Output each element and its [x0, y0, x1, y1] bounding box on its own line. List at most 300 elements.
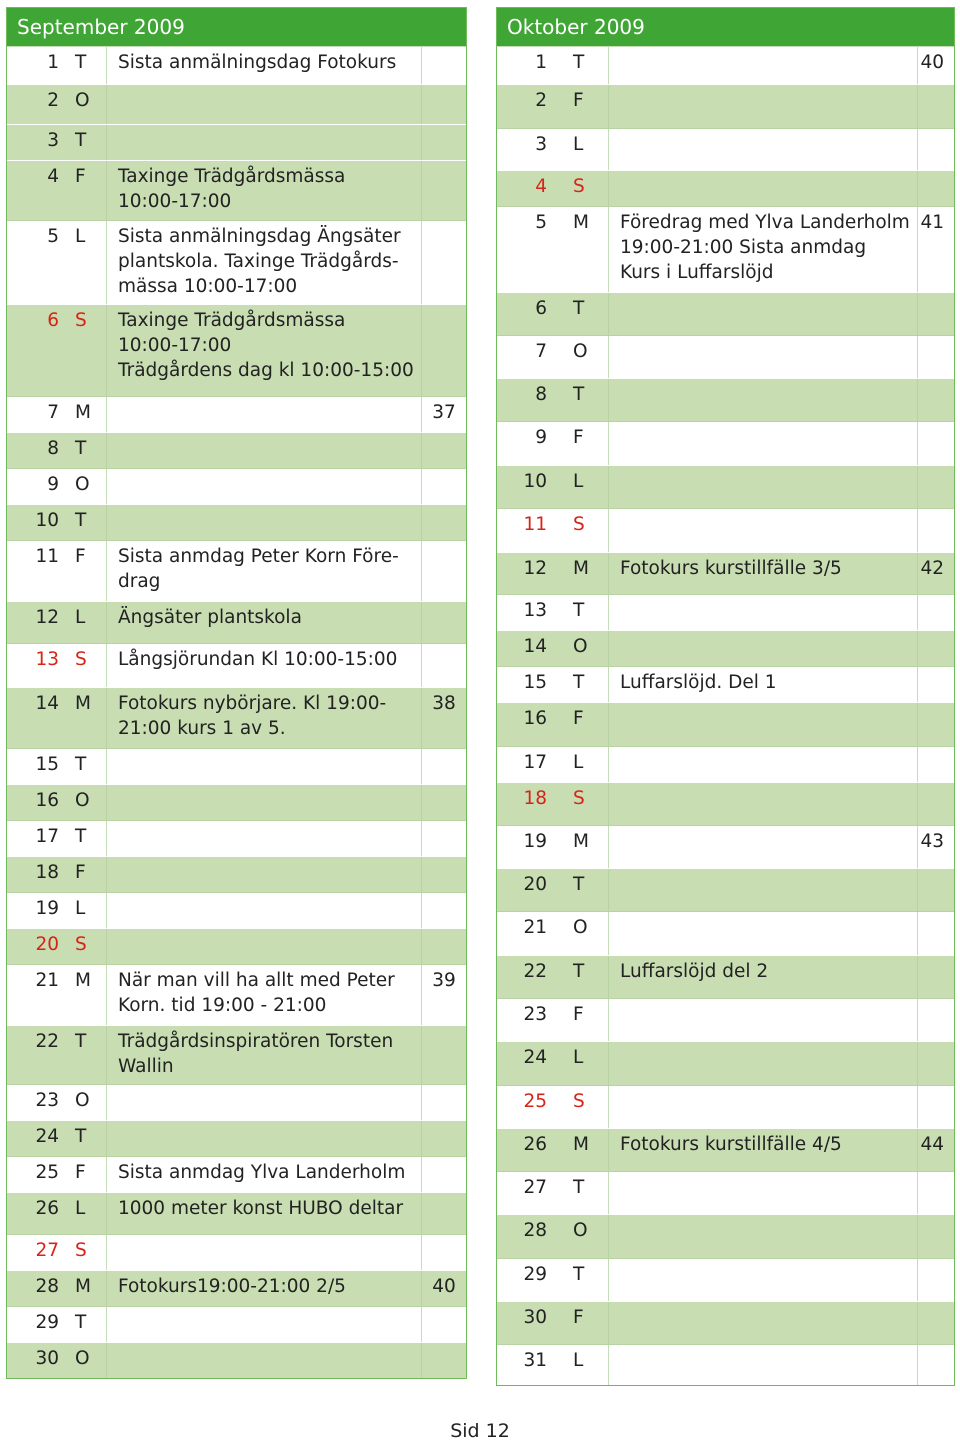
week-number — [918, 1302, 954, 1344]
event-text — [609, 509, 918, 552]
day-row — [497, 911, 954, 955]
weekday-letter: F — [65, 857, 107, 892]
weekday-letter: T — [65, 433, 107, 468]
weekday-letter: S — [553, 171, 609, 206]
week-number — [422, 85, 466, 124]
september-calendar — [6, 7, 467, 1379]
week-number — [918, 869, 954, 911]
day-number: 27 — [523, 1177, 547, 1198]
weekday-letter: T — [553, 956, 609, 998]
week-number: 44 — [920, 1134, 944, 1155]
weekday-letter: T — [553, 667, 609, 702]
day-row — [7, 820, 466, 856]
week-number — [422, 1026, 466, 1084]
day-number: 2 — [47, 90, 59, 111]
week-number — [422, 857, 466, 892]
weekday-letter: L — [65, 221, 107, 304]
event-text — [609, 1042, 918, 1085]
day-number: 5 — [47, 226, 59, 247]
event-text — [107, 821, 422, 856]
weekday-letter: S — [553, 1086, 609, 1128]
weekday-letter: T — [65, 1121, 107, 1156]
weekday-letter: S — [65, 305, 107, 396]
week-number — [918, 466, 954, 508]
weekday-letter: F — [65, 1157, 107, 1192]
week-number — [918, 912, 954, 955]
day-row — [497, 1344, 954, 1385]
day-row — [497, 170, 954, 206]
day-number: 17 — [523, 752, 547, 773]
event-text — [609, 999, 918, 1041]
event-text — [107, 1085, 422, 1120]
weekday-letter: F — [553, 1302, 609, 1344]
day-row — [7, 1192, 466, 1234]
weekday-letter: M — [65, 1271, 107, 1306]
day-number: 5 — [535, 212, 547, 233]
event-text — [609, 1259, 918, 1301]
weekday-letter: O — [553, 1215, 609, 1258]
day-row — [497, 825, 954, 868]
event-text — [107, 857, 422, 892]
event-text — [107, 749, 422, 784]
week-number — [422, 821, 466, 856]
weekday-letter: F — [65, 541, 107, 601]
event-text — [609, 595, 918, 630]
week-number — [918, 595, 954, 630]
day-row — [497, 206, 954, 292]
event-text: Taxinge Trädgårdsmässa 10:00-17:00 Trädgårdens dag kl 10:00-15:00 — [107, 305, 422, 396]
day-number: 3 — [47, 130, 59, 151]
weekday-letter: L — [553, 129, 609, 170]
day-number: 1 — [47, 52, 59, 73]
weekday-letter: O — [65, 469, 107, 504]
week-number: 40 — [432, 1276, 456, 1297]
weekday-letter: O — [65, 785, 107, 820]
weekday-letter: F — [65, 161, 107, 220]
day-row — [7, 856, 466, 892]
event-text — [609, 171, 918, 206]
week-number — [918, 667, 954, 702]
day-row — [7, 892, 466, 928]
weekday-letter: T — [65, 125, 107, 160]
week-number — [918, 1172, 954, 1214]
day-number: 14 — [35, 693, 59, 714]
event-text: Långsjörundan Kl 10:00-15:00 — [107, 644, 422, 687]
day-row — [497, 594, 954, 630]
day-list — [497, 46, 954, 1385]
weekday-letter: M — [553, 207, 609, 292]
day-number: 26 — [523, 1134, 547, 1155]
week-number — [918, 783, 954, 825]
weekday-letter: T — [553, 1172, 609, 1214]
weekday-letter: L — [65, 1193, 107, 1234]
event-text — [609, 422, 918, 465]
event-text: När man vill ha allt med Peter Korn. tid 19:00 - 21:00 — [107, 965, 422, 1025]
weekday-letter: S — [553, 509, 609, 552]
day-row — [497, 1258, 954, 1301]
day-row — [7, 304, 466, 396]
event-text — [609, 293, 918, 335]
weekday-letter: T — [553, 1259, 609, 1301]
week-number: 40 — [920, 52, 944, 73]
event-text: Fotokurs19:00-21:00 2/5 — [107, 1271, 422, 1306]
weekday-letter: L — [553, 1042, 609, 1085]
day-row — [7, 601, 466, 643]
week-number — [422, 785, 466, 820]
week-number — [918, 1215, 954, 1258]
weekday-letter: T — [65, 749, 107, 784]
event-text: Luffarslöjd del 2 — [609, 956, 918, 998]
weekday-letter: T — [65, 1307, 107, 1342]
weekday-letter: O — [65, 85, 107, 124]
event-text — [107, 893, 422, 928]
weekday-letter: O — [65, 1343, 107, 1378]
day-row — [7, 928, 466, 964]
week-number — [422, 929, 466, 964]
day-row — [497, 128, 954, 170]
event-text: Fotokurs kurstillfälle 4/5 — [609, 1129, 918, 1171]
week-number — [918, 171, 954, 206]
week-number: 41 — [920, 212, 944, 233]
event-text — [609, 703, 918, 746]
week-number: 37 — [432, 402, 456, 423]
event-text: Sista anmdag Ylva Landerholm — [107, 1157, 422, 1192]
week-number: 42 — [920, 558, 944, 579]
week-number — [918, 422, 954, 465]
day-row — [7, 396, 466, 432]
event-text — [609, 1172, 918, 1214]
day-number: 14 — [523, 636, 547, 657]
week-number — [422, 1193, 466, 1234]
day-number: 17 — [35, 826, 59, 847]
day-row — [7, 964, 466, 1025]
day-row — [7, 748, 466, 784]
week-number — [918, 956, 954, 998]
day-number: 23 — [523, 1004, 547, 1025]
day-number: 12 — [523, 558, 547, 579]
day-number: 27 — [35, 1240, 59, 1261]
day-row — [497, 84, 954, 128]
week-number — [918, 1042, 954, 1085]
day-row — [7, 504, 466, 540]
weekday-letter: F — [553, 422, 609, 465]
day-number: 30 — [523, 1307, 547, 1328]
day-number: 9 — [535, 427, 547, 448]
day-number: 2 — [535, 90, 547, 111]
day-row — [497, 868, 954, 911]
day-row — [497, 46, 954, 84]
day-number: 25 — [35, 1162, 59, 1183]
day-number: 12 — [35, 607, 59, 628]
day-number: 7 — [47, 402, 59, 423]
day-row — [7, 1120, 466, 1156]
week-number — [422, 47, 466, 84]
day-number: 7 — [535, 341, 547, 362]
day-number: 21 — [35, 970, 59, 991]
day-row — [497, 378, 954, 421]
week-number — [422, 433, 466, 468]
day-row — [7, 468, 466, 504]
day-number: 20 — [35, 934, 59, 955]
week-number: 38 — [432, 693, 456, 714]
day-number: 15 — [35, 754, 59, 775]
day-number: 3 — [535, 134, 547, 155]
weekday-letter: L — [553, 747, 609, 782]
week-number — [422, 1235, 466, 1270]
event-text — [107, 85, 422, 124]
weekday-letter: T — [65, 1026, 107, 1084]
week-number — [422, 893, 466, 928]
day-number: 22 — [35, 1031, 59, 1052]
day-number: 15 — [523, 672, 547, 693]
weekday-letter: T — [65, 505, 107, 540]
weekday-letter: S — [65, 1235, 107, 1270]
weekday-letter: O — [553, 912, 609, 955]
event-text — [609, 1215, 918, 1258]
week-number — [918, 631, 954, 666]
weekday-letter: O — [553, 631, 609, 666]
event-text — [107, 929, 422, 964]
day-number: 28 — [35, 1276, 59, 1297]
day-row — [497, 292, 954, 335]
event-text — [609, 47, 918, 84]
week-number — [422, 161, 466, 220]
event-text — [609, 783, 918, 825]
event-text — [609, 631, 918, 666]
event-text — [107, 125, 422, 160]
event-text — [609, 1086, 918, 1128]
event-text — [107, 469, 422, 504]
week-number — [918, 85, 954, 128]
day-number: 11 — [35, 546, 59, 567]
weekday-letter: L — [553, 466, 609, 508]
weekday-letter: M — [65, 965, 107, 1025]
event-text — [107, 1307, 422, 1342]
weekday-letter: S — [553, 783, 609, 825]
day-row — [497, 1214, 954, 1258]
day-row — [497, 666, 954, 702]
weekday-letter: L — [65, 602, 107, 643]
day-number: 8 — [47, 438, 59, 459]
weekday-letter: M — [553, 1129, 609, 1171]
event-text — [107, 433, 422, 468]
week-number — [422, 1157, 466, 1192]
event-text — [609, 379, 918, 421]
event-text — [107, 1343, 422, 1378]
week-number — [918, 293, 954, 335]
day-number: 24 — [35, 1126, 59, 1147]
week-number — [918, 747, 954, 782]
event-text — [107, 397, 422, 432]
day-row — [7, 84, 466, 124]
week-number — [422, 305, 466, 396]
day-row — [7, 1234, 466, 1270]
day-row — [497, 630, 954, 666]
event-text: Sista anmälningsdag Fotokurs — [107, 47, 422, 84]
weekday-letter: F — [553, 703, 609, 746]
event-text: Fotokurs nybörjare. Kl 19:00- 21:00 kurs 1 av 5. — [107, 688, 422, 748]
day-row — [497, 1171, 954, 1214]
day-row — [497, 955, 954, 998]
week-number — [422, 749, 466, 784]
day-row — [7, 687, 466, 748]
week-number — [918, 1345, 954, 1385]
day-number: 13 — [35, 649, 59, 670]
weekday-letter: O — [553, 336, 609, 378]
event-text — [107, 1235, 422, 1270]
day-number: 29 — [35, 1312, 59, 1333]
day-row — [7, 220, 466, 304]
week-number — [918, 999, 954, 1041]
day-number: 11 — [523, 514, 547, 535]
day-row — [7, 432, 466, 468]
day-row — [497, 782, 954, 825]
day-number: 22 — [523, 961, 547, 982]
day-row — [7, 1342, 466, 1378]
week-number — [918, 336, 954, 378]
event-text — [609, 336, 918, 378]
week-number — [918, 703, 954, 746]
weekday-letter: T — [553, 379, 609, 421]
day-number: 10 — [523, 471, 547, 492]
event-text — [609, 1302, 918, 1344]
weekday-letter: T — [553, 595, 609, 630]
day-row — [7, 1306, 466, 1342]
day-number: 20 — [523, 874, 547, 895]
day-number: 24 — [523, 1047, 547, 1068]
day-row — [7, 784, 466, 820]
month-title: September 2009 — [7, 8, 466, 46]
week-number — [422, 1343, 466, 1378]
day-row — [7, 643, 466, 687]
day-number: 26 — [35, 1198, 59, 1219]
event-text — [609, 85, 918, 128]
event-text — [609, 747, 918, 782]
day-row — [497, 335, 954, 378]
event-text — [609, 1345, 918, 1385]
day-row — [497, 508, 954, 552]
weekday-letter: M — [553, 553, 609, 594]
day-row — [497, 1041, 954, 1085]
week-number — [422, 125, 466, 160]
day-row — [497, 421, 954, 465]
event-text: Luffarslöjd. Del 1 — [609, 667, 918, 702]
day-row — [497, 552, 954, 594]
weekday-letter: F — [553, 999, 609, 1041]
day-number: 18 — [35, 862, 59, 883]
day-number: 28 — [523, 1220, 547, 1241]
event-text — [609, 129, 918, 170]
month-title: Oktober 2009 — [497, 8, 954, 46]
day-number: 21 — [523, 917, 547, 938]
week-number — [422, 1121, 466, 1156]
day-number: 13 — [523, 600, 547, 621]
event-text: Taxinge Trädgårdsmässa 10:00-17:00 — [107, 161, 422, 220]
day-list — [7, 46, 466, 1378]
week-number: 43 — [920, 831, 944, 852]
week-number — [918, 379, 954, 421]
day-number: 29 — [523, 1264, 547, 1285]
week-number — [918, 129, 954, 170]
event-text: Sista anmdag Peter Korn Före- drag — [107, 541, 422, 601]
weekday-letter: M — [65, 688, 107, 748]
day-row — [7, 1084, 466, 1120]
week-number — [422, 602, 466, 643]
day-number: 25 — [523, 1091, 547, 1112]
day-row — [7, 1156, 466, 1192]
day-row — [7, 1025, 466, 1084]
week-number — [422, 505, 466, 540]
day-number: 4 — [47, 166, 59, 187]
weekday-letter: T — [553, 869, 609, 911]
event-text: Fotokurs kurstillfälle 3/5 — [609, 553, 918, 594]
day-row — [497, 465, 954, 508]
event-text — [609, 869, 918, 911]
day-number: 31 — [523, 1350, 547, 1371]
event-text — [107, 785, 422, 820]
day-number: 16 — [35, 790, 59, 811]
day-number: 19 — [35, 898, 59, 919]
weekday-letter: M — [65, 397, 107, 432]
week-number — [918, 1086, 954, 1128]
day-row — [497, 746, 954, 782]
event-text: Föredrag med Ylva Landerholm 19:00-21:00 Sista anmdag Kurs i Luffarslöjd — [609, 207, 918, 292]
day-number: 18 — [523, 788, 547, 809]
day-number: 6 — [535, 298, 547, 319]
day-number: 8 — [535, 384, 547, 405]
week-number — [422, 1085, 466, 1120]
event-text: Ängsäter plantskola — [107, 602, 422, 643]
week-number — [422, 221, 466, 304]
week-number — [422, 541, 466, 601]
week-number — [918, 509, 954, 552]
weekday-letter: T — [65, 47, 107, 84]
weekday-letter: T — [553, 47, 609, 84]
weekday-letter: F — [553, 85, 609, 128]
page-number: Sid 12 — [450, 1420, 510, 1442]
day-number: 9 — [47, 474, 59, 495]
weekday-letter: S — [65, 644, 107, 687]
day-row — [7, 1270, 466, 1306]
day-row — [497, 1301, 954, 1344]
day-row — [7, 540, 466, 601]
day-row — [497, 998, 954, 1041]
october-calendar — [496, 7, 955, 1386]
day-number: 23 — [35, 1090, 59, 1111]
event-text: Trädgårdsinspiratören Torsten Wallin — [107, 1026, 422, 1084]
week-number — [422, 1307, 466, 1342]
event-text — [107, 1121, 422, 1156]
weekday-letter: O — [65, 1085, 107, 1120]
weekday-letter: T — [553, 293, 609, 335]
day-row — [497, 1085, 954, 1128]
event-text — [609, 466, 918, 508]
day-number: 4 — [535, 176, 547, 197]
week-number — [918, 1259, 954, 1301]
weekday-letter: S — [65, 929, 107, 964]
day-number: 1 — [535, 52, 547, 73]
weekday-letter: T — [65, 821, 107, 856]
day-row — [7, 160, 466, 220]
event-text — [609, 826, 918, 868]
week-number — [422, 469, 466, 504]
week-number: 39 — [432, 970, 456, 991]
day-number: 16 — [523, 708, 547, 729]
day-number: 10 — [35, 510, 59, 531]
weekday-letter: L — [65, 893, 107, 928]
day-row — [7, 46, 466, 84]
day-number: 6 — [47, 310, 59, 331]
